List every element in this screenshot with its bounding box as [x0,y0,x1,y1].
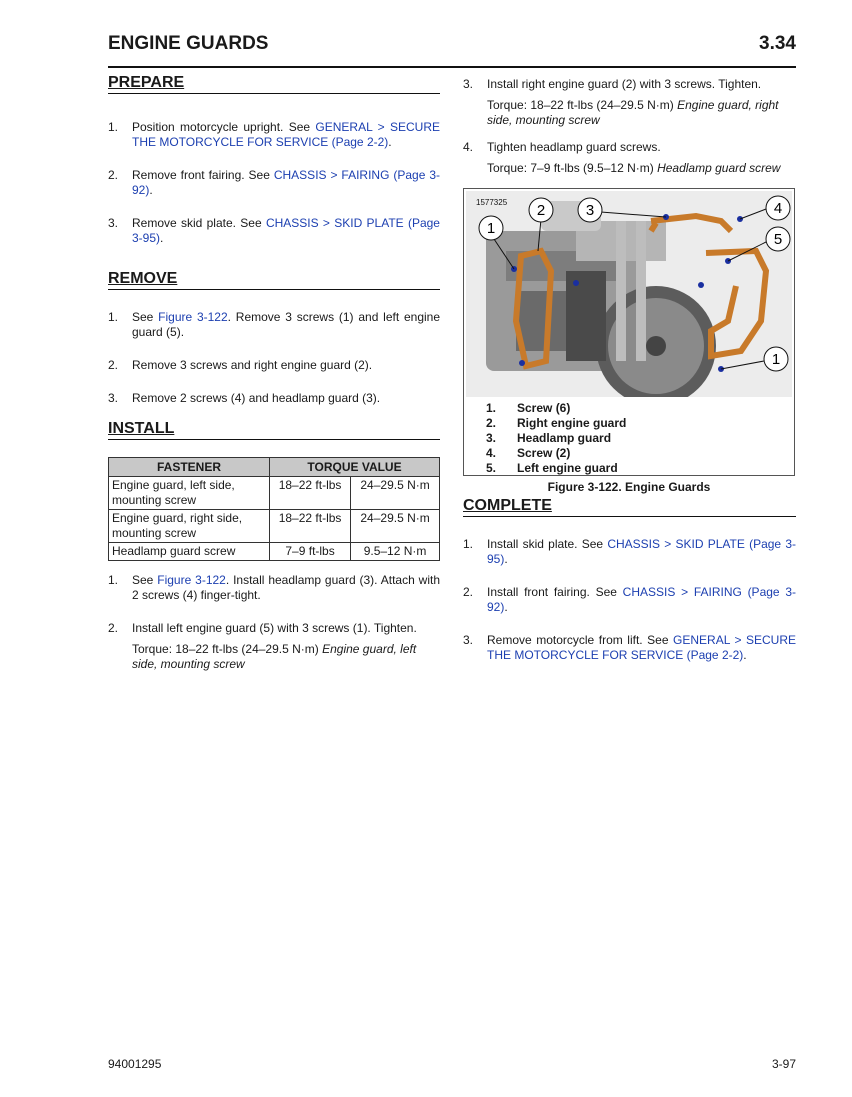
table-row [109,510,440,543]
complete-fairing-link[interactable]: CHASSIS > FAIRING (Page 3-92) [487,585,796,614]
list-item: 3. Install right engine guard (2) with 3 screws. Tighten. Torque: 18–22 ft-lbs (24–29.5 N·m) Engine guard, right side, mounting screw [463,77,796,128]
figure-id: 1577325 [476,198,508,207]
figure-link[interactable]: Figure 3-122 [158,310,228,324]
legend-row: 5. Left engine guard [486,461,618,475]
table-cell-imperial: 18–22 ft-lbs [270,510,351,543]
install-heading: INSTALL [108,420,440,440]
table-cell-imperial: 7–9 ft-lbs [270,543,351,561]
list-item: 2. Remove front fairing. See CHASSIS > FAIRING (Page 3-92). [108,168,440,197]
page-title: ENGINE GUARDS [108,33,269,54]
callout-label: 1 [771,351,781,368]
torque-spec: Torque: 18–22 ft-lbs (24–29.5 N·m) Engine guard, right side, mounting screw [487,98,779,127]
remove-heading: REMOVE [108,270,440,290]
install-steps-continued [463,77,796,176]
complete-steps [463,537,796,663]
torque-table [108,457,440,561]
prepare-skid-plate-link[interactable]: CHASSIS > SKID PLATE (Page 3-95) [132,216,440,245]
table-cell-imperial: 18–22 ft-lbs [270,477,351,510]
list-item: 3. Remove skid plate. See CHASSIS > SKID PLATE (Page 3-95). [108,216,440,245]
complete-secure-link[interactable]: GENERAL > SECURE THE MOTORCYCLE FOR SERVICE (Page 2-2) [487,633,796,662]
title-rule [108,66,796,68]
table-row [109,477,440,510]
list-item: 2. Remove 3 screws and right engine guard (2). [108,358,373,372]
page-section-number: 3.34 [759,33,796,54]
complete-heading: COMPLETE [463,497,796,517]
complete-skid-plate-link[interactable]: CHASSIS > SKID PLATE (Page 3-95) [487,537,796,566]
list-item: 3. Remove motorcycle from lift. See GENERAL > SECURE THE MOTORCYCLE FOR SERVICE (Page 2-2). [463,633,796,662]
remove-steps [108,310,440,406]
prepare-fairing-link[interactable]: CHASSIS > FAIRING (Page 3-92) [132,168,440,197]
complete-section [463,497,796,663]
callout-label: 3 [585,202,595,219]
page-number: 3-97 [771,1057,796,1071]
torque-spec: Torque: 18–22 ft-lbs (24–29.5 N·m) Engine guard, left side, mounting screw [132,642,417,671]
prepare-steps [108,120,440,246]
callout-label: 4 [773,200,783,217]
figure-caption: Figure 3-122. Engine Guards [547,480,711,494]
engine-guards-figure [463,188,795,476]
list-item: 2. Install front fairing. See CHASSIS > FAIRING (Page 3-92). [463,585,796,614]
left-column [108,74,440,672]
table-row [109,543,440,561]
legend-row: 2. Right engine guard [486,416,627,430]
figure-link[interactable]: Figure 3-122 [157,573,226,587]
table-cell-fastener: Engine guard, right side, mounting screw [109,510,270,543]
table-cell-metric: 24–29.5 N·m [351,510,440,543]
figure-legend [486,401,626,476]
table-header-torque: TORQUE VALUE [270,458,440,477]
list-item: 1. Install skid plate. See CHASSIS > SKID PLATE (Page 3-95). [463,537,796,566]
document-number: 94001295 [108,1057,162,1071]
list-item: 1. Position motorcycle upright. See GENERAL > SECURE THE MOTORCYCLE FOR SERVICE (Page 2-2). [108,120,441,149]
prepare-secure-link[interactable]: GENERAL > SECURE THE MOTORCYCLE FOR SERVICE (Page 2-2) [132,120,441,149]
legend-row: 4. Screw (2) [486,446,571,460]
prepare-heading: PREPARE [108,74,440,94]
right-column [463,77,796,176]
install-steps [108,573,440,672]
table-cell-metric: 24–29.5 N·m [351,477,440,510]
torque-spec: Torque: 7–9 ft-lbs (9.5–12 N·m) Headlamp guard screw [487,161,781,175]
legend-row: 1. Screw (6) [486,401,571,415]
list-item: 2. Install left engine guard (5) with 3 screws (1). Tighten. Torque: 18–22 ft-lbs (24–29.5 N·m) Engine guard, left side, mounting screw [108,621,440,672]
table-cell-fastener: Headlamp guard screw [109,543,270,561]
callout-label: 1 [486,220,496,237]
list-item: 4. Tighten headlamp guard screws. Torque: 7–9 ft-lbs (9.5–12 N·m) Headlamp guard screw [463,140,796,176]
legend-row: 3. Headlamp guard [486,431,612,445]
table-header-fastener: FASTENER [109,458,270,477]
engine-guards-illustration [466,191,792,397]
table-cell-fastener: Engine guard, left side, mounting screw [109,477,270,510]
callout-label: 5 [773,231,783,248]
callout-label: 2 [536,202,546,219]
list-item: 1. See Figure 3-122. Remove 3 screws (1) and left engine guard (5). [108,310,441,339]
list-item: 3. Remove 2 screws (4) and headlamp guard (3). [108,391,381,405]
table-cell-metric: 9.5–12 N·m [351,543,440,561]
list-item: 1. See Figure 3-122. Install headlamp guard (3). Attach with 2 screws (4) finger-tight. [108,573,441,602]
